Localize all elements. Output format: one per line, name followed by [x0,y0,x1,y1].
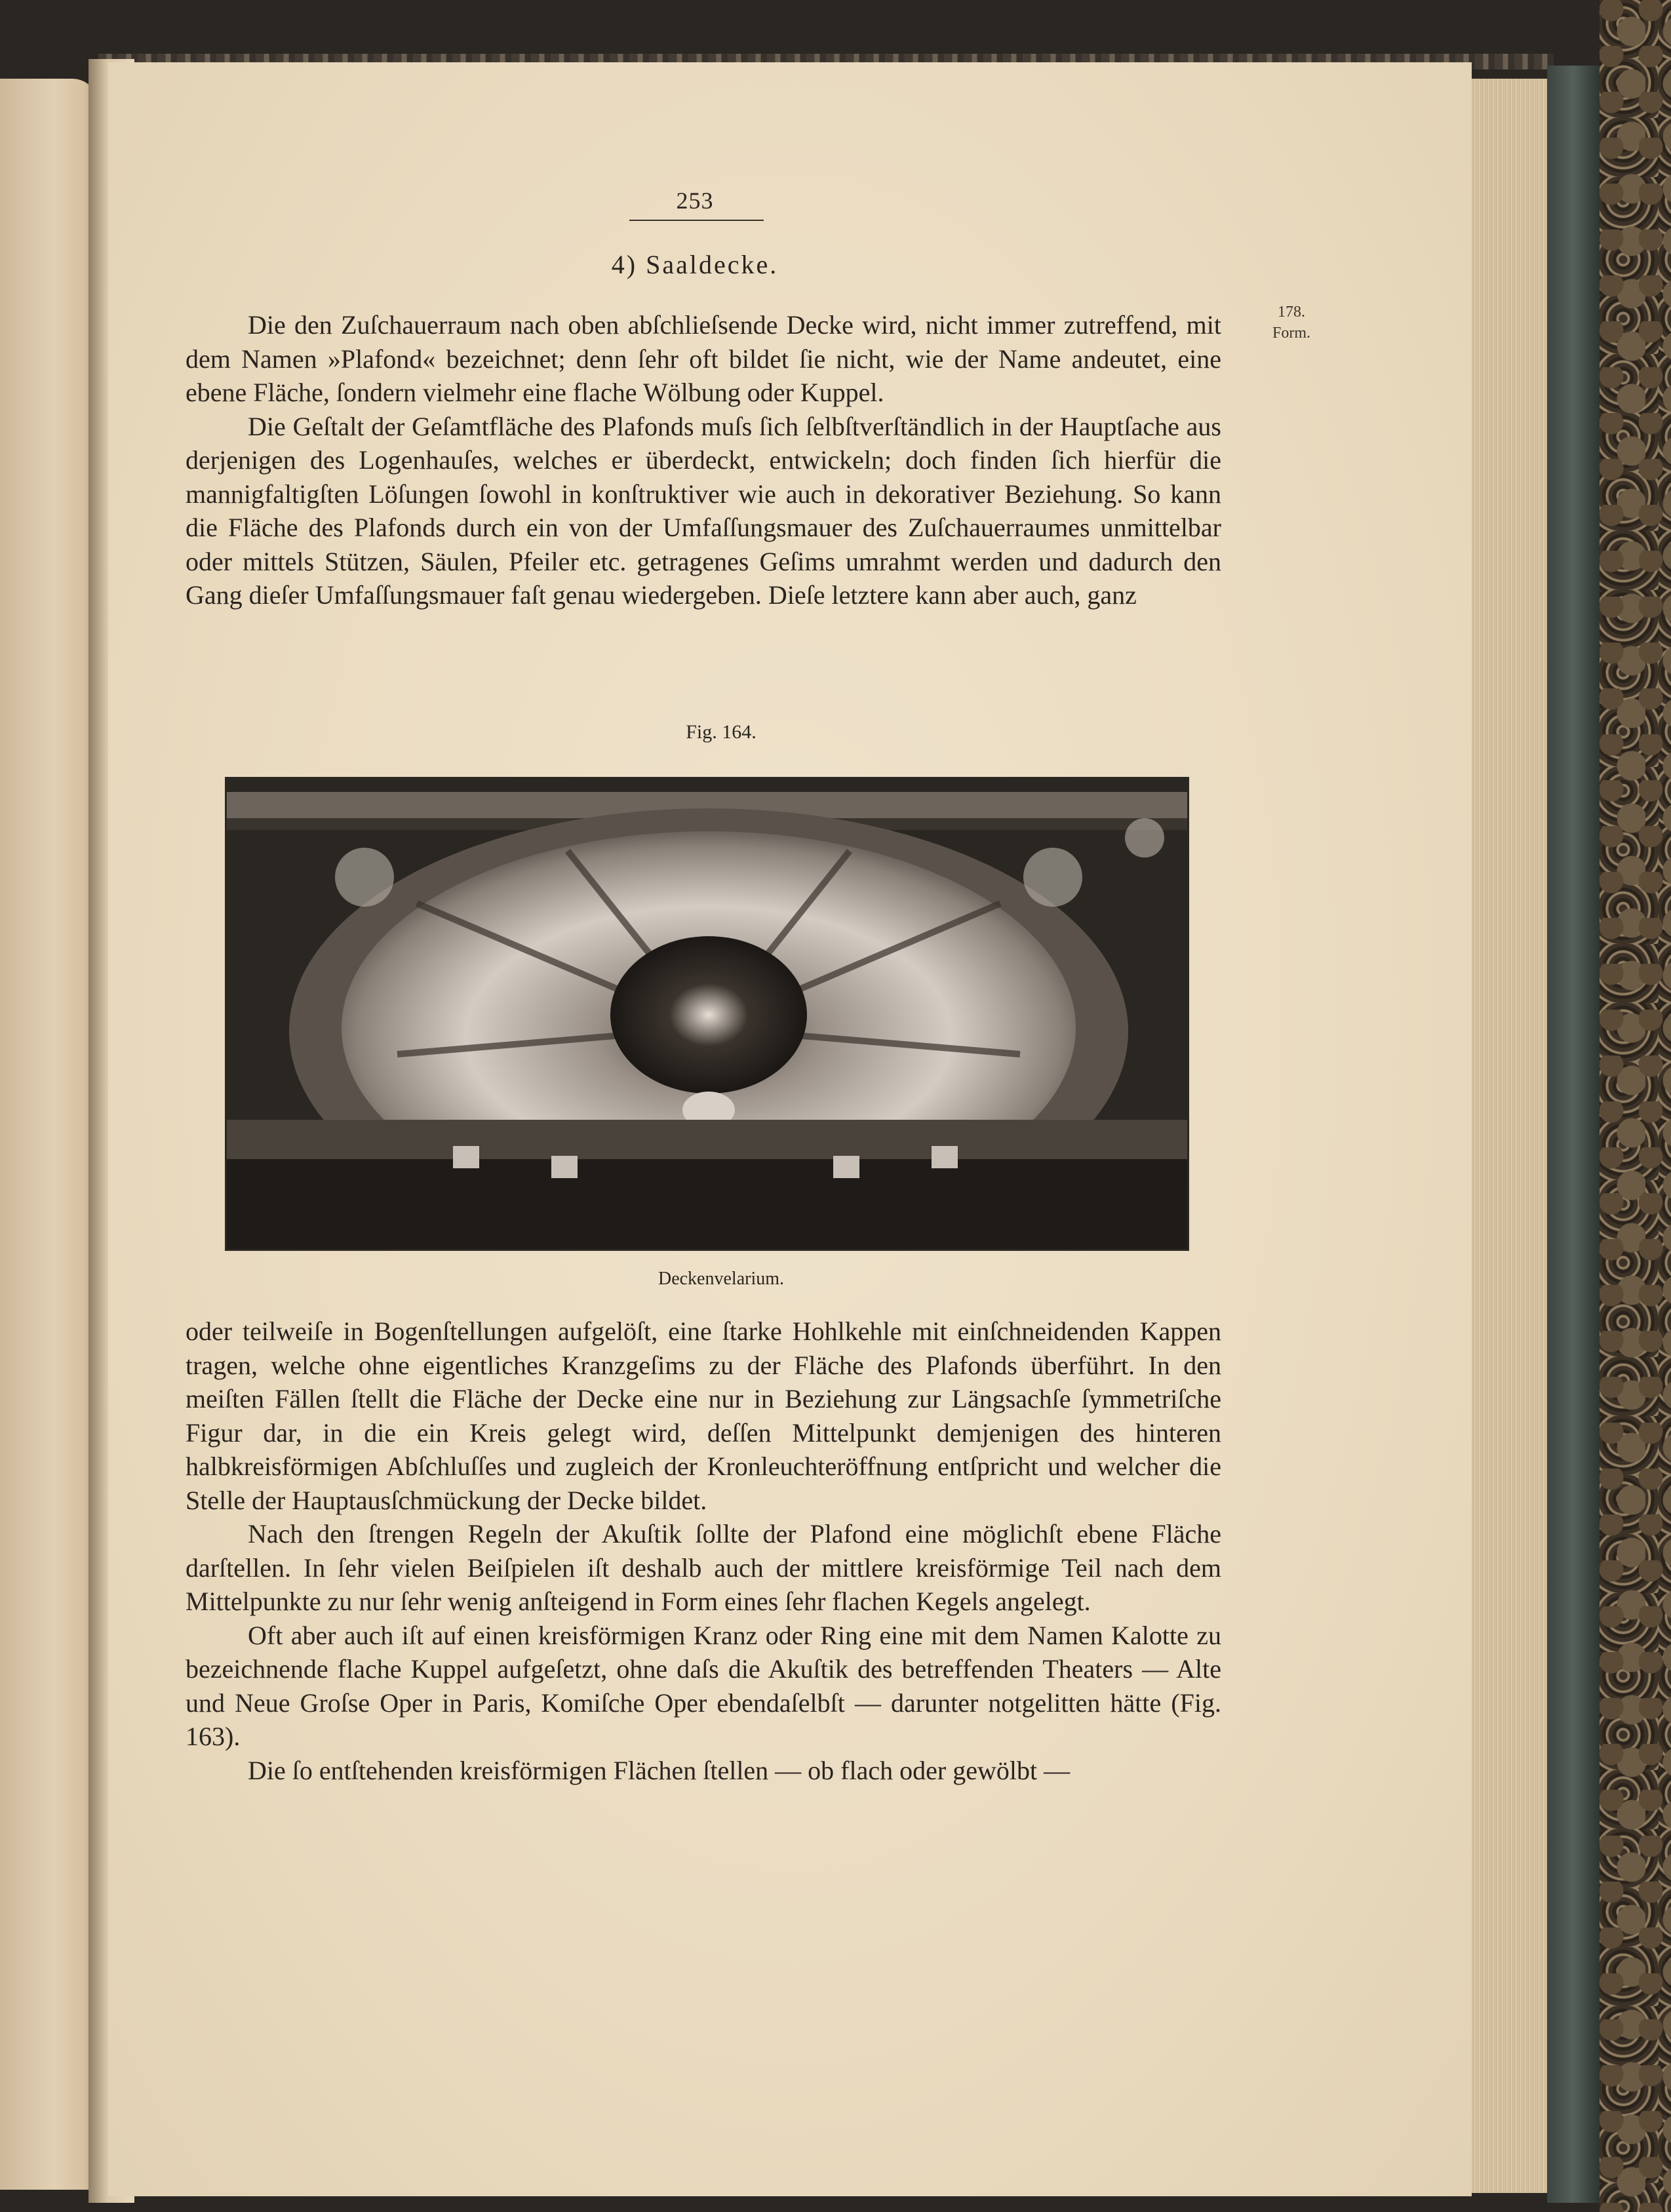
page-stack-edge [1472,79,1547,2193]
margin-note-label: Form. [1272,325,1310,342]
ceiling-photograph [225,777,1189,1251]
figure-caption: Deckenvelarium. [658,1269,785,1289]
paragraph: Die Geſtalt der Geſamtfläche des Plafonds muſs ſich ſelbſtverſtändlich in der Hauptſache aus derjenigen des Logenhauſes, welches er überdeckt, entwickeln; doch finden ſich hierfür die mannigfaltigſten Löſungen ſowohl in konſtruktiver wie auch in dekorativer Beziehung. So kann die Fläche des Plafonds durch ein von der Umfaſſungsmauer des Zuſchauerraumes unmittelbar oder mittels Stützen, Säulen, Pfeiler etc. getragenes Geſims umrahmt werden und dadurch den Gang dieſer Umfaſſungsmauer faſt genau wiedergeben. Dieſe letztere kann aber auch, ganz [186,411,1221,610]
paragraph: oder teilweiſe in Bogenſtellungen aufgelöſt, eine ſtarke Hohlkehle mit einſchneidenden Kappen tragen, welche ohne eigentliches Kranzgeſims zu der Fläche des Plafonds überführt. In den meiſten Fällen ſtellt die Fläche der Decke eine nur in Beziehung zur Längsachſe ſymmetriſche Figur dar, in die ein Kreis gelegt wird, deſſen Mittelpunkt demjenigen des hinteren halbkreisförmigen Abſchluſſes und zugleich der Kronleuchteröffnung entſpricht und welcher die Stelle der Hauptausſchmückung der Decke bildet. [186,1316,1221,1515]
paragraph: Die ſo entſtehenden kreisförmigen Flächen ſtellen — ob flach oder gewölbt — [248,1755,1071,1785]
figure-label: Fig. 164. [686,721,757,743]
margin-note-number: 178. [1278,304,1305,321]
book-binding [1547,66,1600,2203]
margin-note [1262,302,1321,344]
paragraph: Die den Zuſchauerraum nach oben abſchlieſsende Decke wird, nicht immer zutreffend, mit dem Namen »Plafond« bezeichnet; denn ſehr oft bildet ſie nicht, wie der Name andeutet, eine ebene Fläche, ſondern vielmehr eine flache Wölbung oder Kuppel. [186,310,1221,407]
paragraph: Nach den ſtrengen Regeln der Akuſtik ſollte der Plafond eine möglichſt ebene Fläche darſtellen. In ſehr vielen Beiſpielen iſt deshalb auch der mittlere kreisförmige Teil nach dem Mittelpunkte zu nur ſehr wenig anſteigend in Form eines ſehr flachen Kegels angelegt. [186,1519,1221,1616]
page-number: 253 [676,188,714,214]
marbled-cover [1600,0,1671,2212]
page-number-rule [629,220,764,221]
paragraph: Oft aber auch iſt auf einen kreisförmigen Kranz oder Ring eine mit dem Namen Kalotte zu bezeichnende flache Kuppel aufgeſetzt, ohne daſs die Akuſtik des betreffenden Theaters — Alte und Neue Groſse Oper in Paris, Komiſche Oper ebendaſelbſt — darunter notgelitten hätte (Fig. 163). [186,1620,1221,1751]
left-page-edge [0,79,98,2190]
upper-text-block [186,308,1221,612]
section-heading: 4) Saaldecke. [611,250,779,279]
lower-text-block [186,1314,1221,1787]
